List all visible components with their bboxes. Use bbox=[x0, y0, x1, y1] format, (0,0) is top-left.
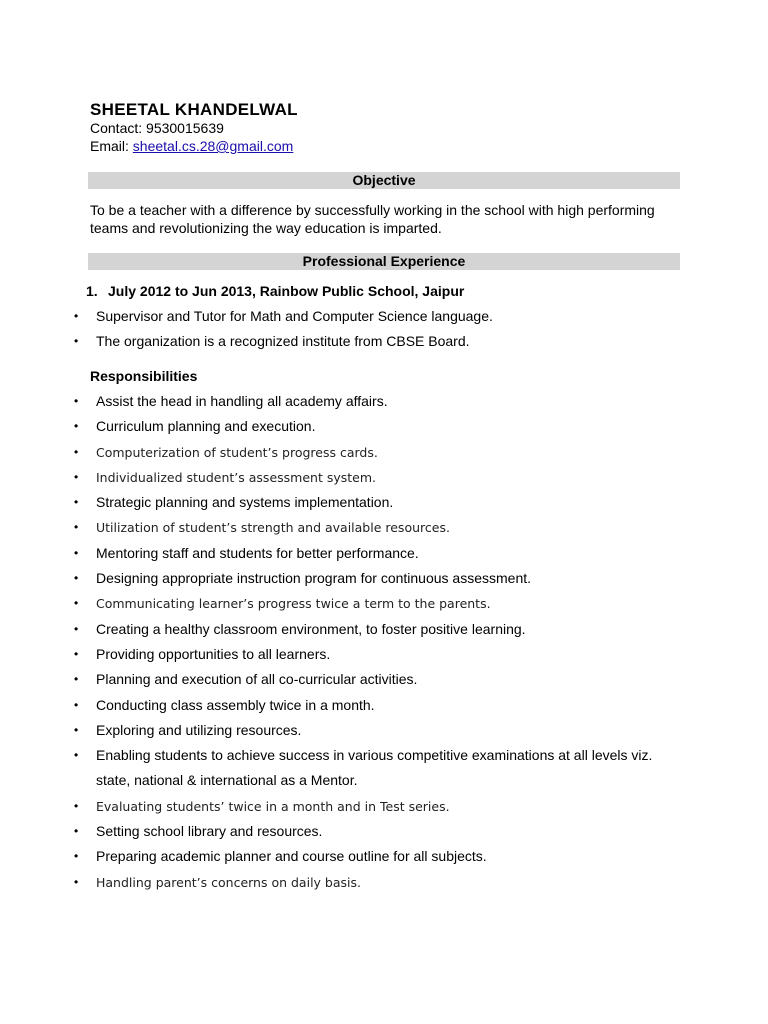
list-item-text: Mentoring staff and students for better performance. bbox=[96, 544, 419, 561]
list-item bbox=[0, 329, 700, 354]
contact-label: Contact: bbox=[90, 120, 147, 136]
bullet-icon: • bbox=[74, 798, 79, 813]
list-item-text: Setting school library and resources. bbox=[96, 823, 323, 840]
list-item-text: Conducting class assembly twice in a month. bbox=[96, 696, 375, 713]
bullet-icon: • bbox=[74, 722, 79, 737]
bullet-icon: • bbox=[74, 849, 79, 864]
list-item bbox=[0, 693, 700, 718]
candidate-name: SHEETAL KHANDELWAL bbox=[90, 100, 298, 119]
list-item bbox=[0, 642, 700, 667]
list-item-text: Curriculum planning and execution. bbox=[96, 418, 316, 435]
list-item-text: Handling parent’s concerns on daily basis. bbox=[96, 874, 361, 890]
objective-heading: Objective bbox=[88, 172, 680, 189]
list-item bbox=[0, 870, 700, 895]
contact-line bbox=[90, 119, 224, 137]
list-item bbox=[0, 566, 700, 591]
list-item-text: Supervisor and Tutor for Math and Computer Science language. bbox=[96, 308, 493, 324]
list-item-text: Exploring and utilizing resources. bbox=[96, 721, 302, 738]
bullet-icon: • bbox=[74, 444, 79, 459]
list-item-continuation bbox=[0, 768, 700, 793]
list-item-text: Providing opportunities to all learners. bbox=[96, 645, 331, 662]
list-item-text: Strategic planning and systems implementation. bbox=[96, 494, 394, 511]
list-item bbox=[0, 440, 700, 465]
list-item bbox=[0, 490, 700, 515]
list-item-text: Utilization of student’s strength and available resources. bbox=[96, 520, 450, 536]
list-item bbox=[0, 794, 700, 819]
list-item-text: Planning and execution of all co-curricular activities. bbox=[96, 671, 418, 688]
job-title: July 2012 to Jun 2013, Rainbow Public School, Jaipur bbox=[108, 283, 465, 299]
bullet-icon: • bbox=[74, 646, 79, 661]
list-item bbox=[0, 389, 700, 414]
list-item bbox=[0, 743, 700, 768]
email-line bbox=[90, 137, 293, 155]
list-item bbox=[0, 667, 700, 692]
job-number: 1. bbox=[86, 283, 98, 299]
list-item bbox=[0, 515, 700, 540]
bullet-icon: • bbox=[74, 334, 79, 349]
contact-phone: 9530015639 bbox=[146, 120, 224, 136]
email-link[interactable]: sheetal.cs.28@gmail.com bbox=[132, 138, 294, 154]
list-item-text: The organization is a recognized institute from CBSE Board. bbox=[96, 333, 470, 350]
bullet-icon: • bbox=[74, 309, 79, 323]
list-item bbox=[0, 718, 700, 743]
bullet-icon: • bbox=[74, 672, 79, 687]
list-item-text: Computerization of student’s progress cards. bbox=[96, 444, 378, 460]
bullet-icon: • bbox=[74, 571, 79, 586]
bullet-icon: • bbox=[74, 469, 79, 484]
list-item-text: Preparing academic planner and course outline for all subjects. bbox=[96, 848, 487, 865]
email-label: Email: bbox=[90, 138, 133, 154]
list-item-text: Communicating learner’s progress twice a term to the parents. bbox=[96, 596, 491, 612]
bullet-icon: • bbox=[74, 520, 79, 535]
list-item bbox=[0, 304, 700, 329]
list-item-text: Creating a healthy classroom environment, to foster positive learning. bbox=[96, 620, 526, 637]
list-item bbox=[0, 541, 700, 566]
list-item bbox=[0, 414, 700, 439]
bullet-icon: • bbox=[74, 495, 79, 510]
bullet-icon: • bbox=[74, 419, 79, 434]
responsibilities-list bbox=[0, 389, 700, 895]
list-item-text: Enabling students to achieve success in various competitive examinations at all levels viz. bbox=[96, 747, 653, 764]
list-item bbox=[0, 591, 700, 616]
bullet-icon: • bbox=[74, 874, 79, 889]
list-item-text: Individualized student’s assessment system. bbox=[96, 469, 376, 485]
bullet-icon: • bbox=[74, 824, 79, 839]
list-item bbox=[0, 617, 700, 642]
experience-heading: Professional Experience bbox=[88, 253, 680, 270]
responsibilities-heading: Responsibilities bbox=[90, 368, 198, 384]
bullet-icon: • bbox=[74, 394, 79, 408]
bullet-icon: • bbox=[74, 748, 79, 763]
list-item-text: Evaluating students’ twice in a month and in Test series. bbox=[96, 798, 450, 814]
list-item bbox=[0, 819, 700, 844]
list-item bbox=[0, 844, 700, 869]
list-item-text: state, national & international as a Mentor. bbox=[96, 772, 358, 789]
objective-text: To be a teacher with a difference by successfully working in the school with high performing teams and revolutionizing the way education is imparted. bbox=[90, 202, 655, 236]
list-item bbox=[0, 465, 700, 490]
bullet-icon: • bbox=[74, 621, 79, 636]
list-item-text: Assist the head in handling all academy affairs. bbox=[96, 393, 388, 409]
bullet-icon: • bbox=[74, 697, 79, 712]
list-item-text: Designing appropriate instruction program for continuous assessment. bbox=[96, 570, 532, 587]
bullet-icon: • bbox=[74, 596, 79, 611]
bullet-icon: • bbox=[74, 545, 79, 560]
job-heading bbox=[86, 282, 464, 300]
organization-list bbox=[0, 304, 700, 355]
